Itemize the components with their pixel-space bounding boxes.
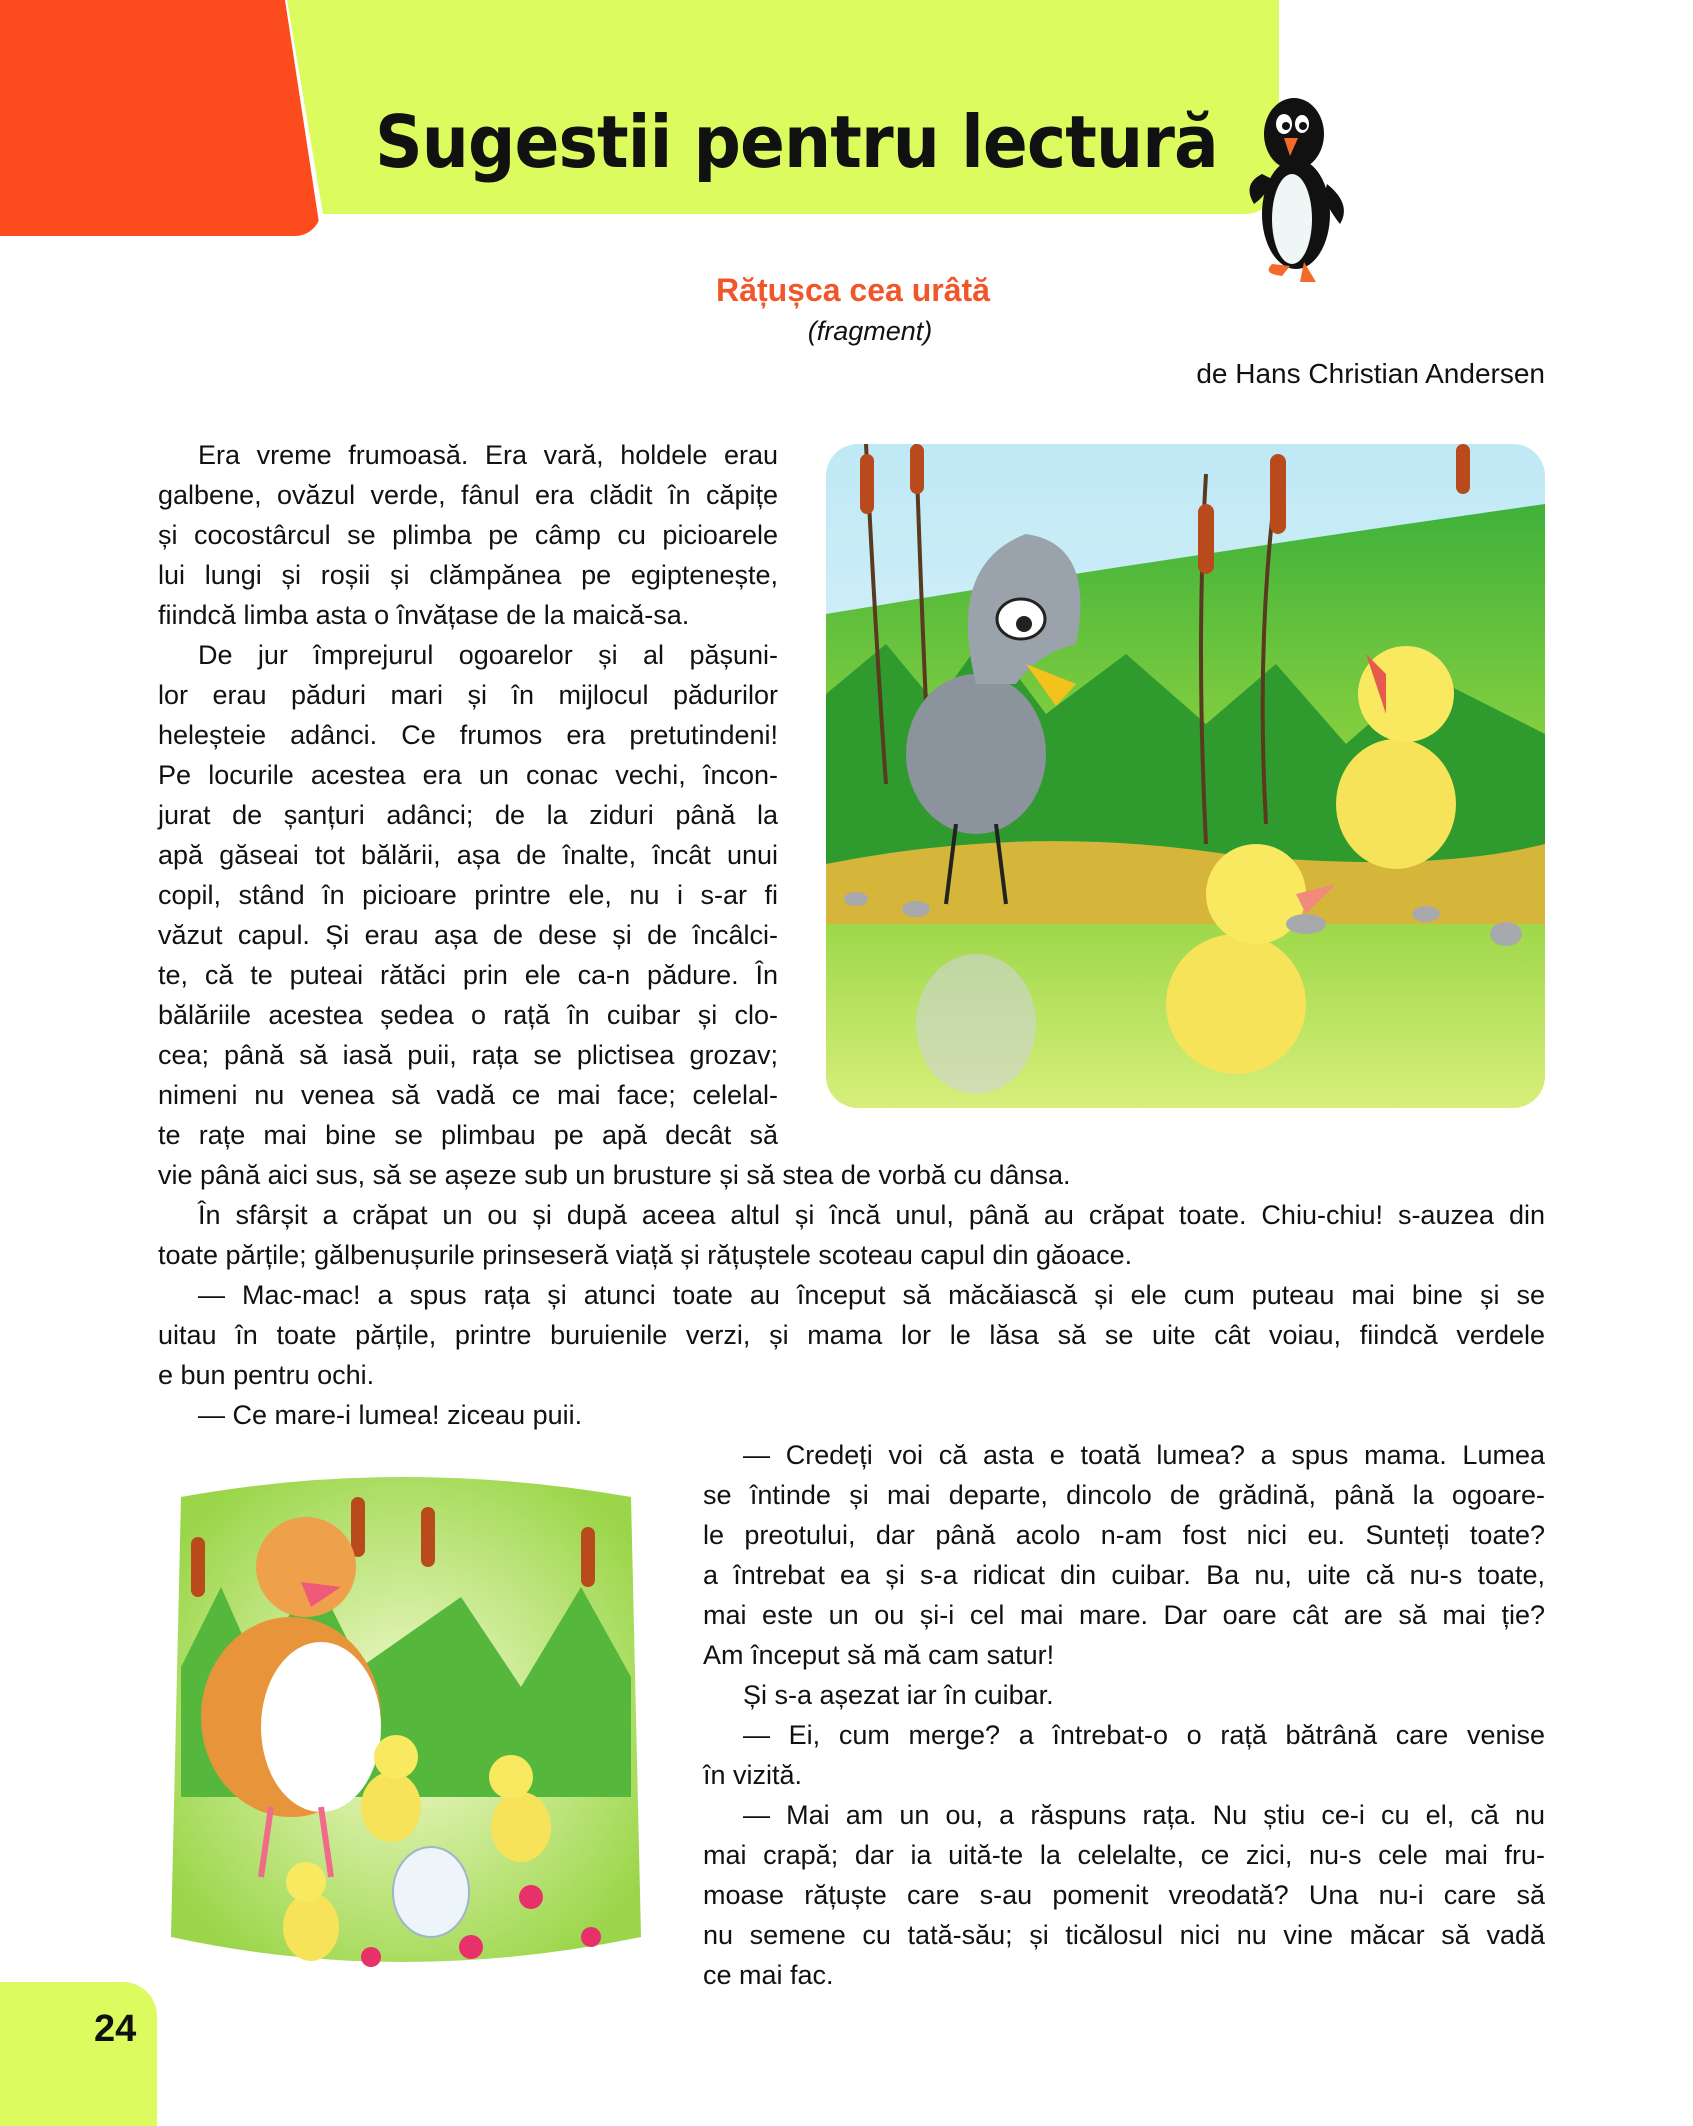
text-line: toate părțile; gălbenușurile prinseseră viață și rățuștele scoteau capul din găoace. [158,1240,1133,1270]
page-number-box [0,1982,157,2126]
text-line: În sfârșit a crăpat un ou și după aceea altul și încă unul, până au crăpat toate. Chiu-chiu! s-auzea din [198,1200,1545,1230]
text-line: — Ce mare-i lumea! ziceau puii. [198,1400,583,1430]
section-title: Sugestii pentru lectură [375,100,1218,184]
text-line: vie până aici sus, să se așeze sub un brusture și să stea de vorbă cu dânsa. [158,1160,1071,1190]
text-line: — Ei, cum merge? a întrebat-o o rață bătrână care venise [743,1720,1545,1750]
story-text-fullwidth [158,1155,1545,1435]
mother-duck-with-ducklings-illustration [161,1467,648,1972]
text-line: cea; până să iasă puii, rața se plictisea grozav; [158,1040,778,1070]
penguin-mascot-illustration [1232,74,1362,284]
text-line: Pe locurile acestea era un conac vechi, încon- [158,760,778,790]
text-line: le preotului, dar până acolo n-am fost nici eu. Sunteți toate? [703,1520,1545,1550]
text-line: mai este un ou și-i cel mai mare. Dar oare cât are să mai ție? [703,1600,1545,1630]
text-line: în vizită. [703,1760,803,1790]
text-line: heleșteie adânci. Ce frumos era pretutindeni! [158,720,778,750]
corner-decoration-orange [0,0,321,236]
story-title: Rățușca cea urâtă [716,272,990,308]
text-line: fiindcă limba asta o învățase de la maică-sa. [158,600,690,630]
text-line: e bun pentru ochi. [158,1360,375,1390]
text-line: copil, stând în picioare printre ele, nu i s-ar fi [158,880,778,910]
text-line: — Mac-mac! a spus rața și atunci toate au început să măcăiască și ele cum puteau mai bine și se [198,1280,1545,1310]
text-line: a întrebat ea și s-a ridicat din cuibar. Ba nu, uite că nu-s toate, [703,1560,1545,1590]
text-line: galbene, ovăzul verde, fânul era clădit în căpițe [158,480,778,510]
text-line: și cocostârcul se plimba pe câmp cu picioarele [158,520,778,550]
text-line: nu semene cu tată-său; și ticălosul nici nu vine măcar să vadă [703,1920,1545,1950]
story-subtitle: (fragment) [807,316,933,346]
story-text-column-1 [158,435,778,1155]
story-author: de Hans Christian Andersen [1196,358,1545,389]
text-line: bălăriile acestea ședea o rață în cuibar și clo- [158,1000,778,1030]
text-line: jurat de șanțuri adânci; de la ziduri până la [158,800,778,830]
text-line: Am început să mă cam satur! [703,1640,1055,1670]
text-line: mai crapă; dar ia uită-te la celelalte, ce zici, nu-s cele mai fru- [703,1840,1545,1870]
text-line: se întinde și mai departe, dincolo de grădină, până la ogoare- [703,1480,1545,1510]
text-line: lui lungi și roșii și clămpănea pe egiptenește, [158,560,778,590]
text-line: ce mai fac. [703,1960,834,1990]
text-line: apă găseai tot bălării, așa de înalte, încât unui [158,840,778,870]
text-line: te rațe mai bine se plimbau pe apă decât să [158,1120,778,1150]
text-line: — Mai am un ou, a răspuns rața. Nu știu ce-i cu el, că nu [743,1800,1545,1830]
text-line: uitau în toate părțile, printre buruienile verzi, și mama lor le lăsa să se uite cât voiau, fiindcă verdele [158,1320,1545,1350]
text-line: — Credeți voi că asta e toată lumea? a spus mama. Lumea [743,1440,1545,1470]
text-line: văzut capul. Și erau așa de dese și de încâlci- [158,920,778,950]
text-line: te, că te puteai rătăci prin ele ca-n pădure. În [158,960,778,990]
text-line: De jur împrejurul ogoarelor și al pășuni- [198,640,778,670]
text-line: Era vreme frumoasă. Era vară, holdele erau [198,440,778,470]
text-line: lor erau păduri mari și în mijlocul pădurilor [158,680,778,710]
text-line: nimeni nu venea să vadă ce mai face; celelal- [158,1080,778,1110]
page-number: 24 [94,2008,137,2050]
text-line: Și s-a așezat iar în cuibar. [743,1680,1054,1710]
text-line: moase rățuște care s-au pomenit vreodată? Una nu-i care să [703,1880,1545,1910]
story-text-column-2 [703,1435,1545,1995]
ugly-duckling-pond-illustration [826,444,1545,1108]
